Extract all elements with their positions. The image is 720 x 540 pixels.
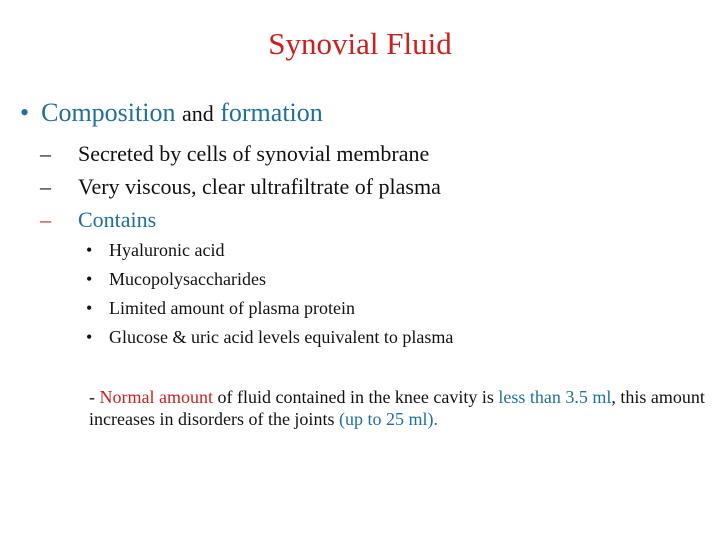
and-text: and	[181, 101, 214, 126]
bullet-icon: •	[86, 298, 93, 318]
contains-item	[86, 298, 355, 319]
note-text: , this amount increases in disorders of the joints	[89, 387, 705, 429]
bullet-icon: •	[86, 269, 93, 289]
contains-item-text: Hyaluronic acid	[109, 240, 225, 260]
dash-icon: –	[40, 141, 51, 166]
sub-point-contains	[40, 207, 156, 233]
slide-title: Synovial Fluid	[268, 26, 452, 61]
sub-point-text: Contains	[78, 207, 157, 232]
sub-point-text: Secreted by cells of synovial membrane	[78, 141, 430, 166]
less-than-text: less than 3.5 ml	[498, 387, 612, 407]
contains-item	[86, 240, 224, 261]
main-bullet-point	[20, 98, 323, 128]
note-text: of fluid contained in the knee cavity is	[212, 387, 499, 407]
bullet-icon: •	[20, 98, 30, 127]
note-prefix: -	[89, 387, 100, 407]
formation-text: formation	[220, 98, 323, 127]
knee-fluid-note	[89, 386, 709, 430]
normal-amount-text: Normal amount	[99, 387, 213, 407]
composition-text: Composition	[41, 98, 176, 127]
contains-item-text: Limited amount of plasma protein	[109, 298, 355, 318]
contains-item-text: Glucose & uric acid levels equivalent to plasma	[109, 327, 454, 347]
contains-item	[86, 269, 266, 290]
bullet-icon: •	[86, 327, 93, 347]
dash-icon: –	[40, 207, 51, 232]
sub-point-viscous	[40, 174, 441, 200]
bullet-icon: •	[86, 240, 93, 260]
sub-point-text: Very viscous, clear ultrafiltrate of plasma	[78, 174, 441, 199]
dash-icon: –	[40, 174, 51, 199]
contains-item	[86, 327, 453, 348]
contains-item-text: Mucopolysaccharides	[109, 269, 266, 289]
sub-point-secreted	[40, 141, 429, 167]
up-to-text: (up to 25 ml).	[338, 409, 438, 429]
